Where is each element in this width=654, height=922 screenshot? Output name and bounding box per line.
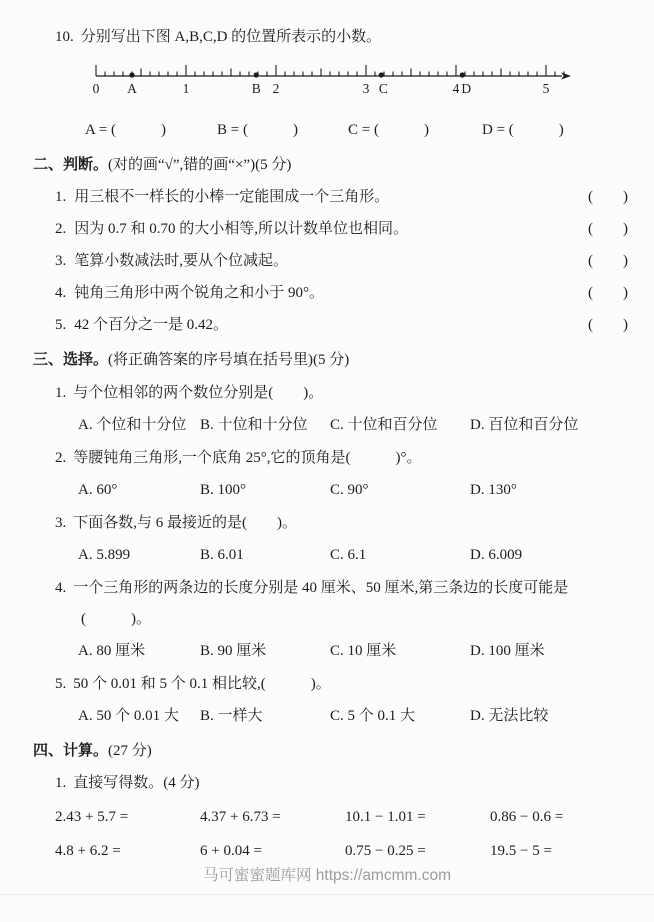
section-4-heading: 四、计算。 [33, 743, 109, 759]
answer-blank-d: D = ( ) [482, 122, 564, 138]
svg-text:1: 1 [182, 81, 190, 96]
answer-blanks-row [85, 120, 654, 140]
item-text: 用三根不一样长的小棒一定能围成一个三角形。 [74, 189, 390, 205]
item-answer-blank: ( ) [588, 189, 628, 205]
footer-watermark: 马可蜜蜜题库网 https://amcmm.com [202, 867, 452, 884]
svg-text:A: A [127, 81, 137, 96]
svg-text:3: 3 [362, 81, 370, 96]
answer-blank-c: C = ( ) [348, 122, 429, 138]
section-3-heading: 三、选择。 [33, 352, 109, 368]
calc-expression: 4.37 + 6.73 = [200, 809, 281, 825]
item-answer-blank: ( ) [588, 221, 628, 237]
option-c: C. 90° [330, 482, 369, 498]
option-c: C. 十位和百分位 [330, 417, 438, 433]
item-number: 2. [55, 450, 67, 466]
judge-item-5 [55, 315, 628, 335]
item-text: 50 个 0.01 和 5 个 0.1 相比较,( )。 [73, 676, 331, 692]
item-number: 5. [55, 317, 67, 333]
svg-text:2: 2 [272, 81, 280, 96]
section-2-note: (对的画“√”,错的画“×”)(5 分) [108, 157, 292, 173]
section-3-title [33, 350, 628, 370]
choice-item-3-stem [55, 513, 628, 533]
option-a: A. 60° [78, 482, 118, 498]
question-10-number: 10. [55, 29, 74, 45]
option-a: A. 80 厘米 [78, 643, 146, 659]
item-text: 下面各数,与 6 最接近的是( )。 [73, 515, 297, 531]
svg-text:0: 0 [92, 81, 100, 96]
judge-item-3 [55, 251, 628, 271]
option-b: B. 90 厘米 [200, 643, 267, 659]
choice-item-5-stem [55, 674, 628, 694]
item-answer-blank: ( ) [588, 285, 628, 301]
section-2-title [33, 155, 628, 175]
item-text: 笔算小数减法时,要从个位减起。 [74, 253, 289, 269]
calc-expression: 6 + 0.04 = [200, 843, 262, 859]
svg-text:C: C [378, 81, 388, 96]
option-d: D. 无法比较 [470, 708, 549, 724]
section-2-heading: 二、判断。 [33, 157, 109, 173]
choice-item-1-stem [55, 383, 628, 403]
item-text: 直接写得数。(4 分) [73, 775, 200, 791]
choice-item-1-options [78, 415, 644, 435]
option-b: B. 6.01 [200, 547, 244, 563]
item-number: 4. [55, 580, 67, 596]
calc-expression: 0.86 − 0.6 = [490, 809, 564, 825]
item-text: 等腰钝角三角形,一个底角 25°,它的顶角是( )°。 [73, 450, 422, 466]
judge-item-2 [55, 219, 628, 239]
option-b: B. 一样大 [200, 708, 263, 724]
svg-text:B: B [251, 81, 261, 96]
judge-item-1 [55, 187, 628, 207]
choice-item-5-options [78, 706, 644, 726]
item-answer-blank: ( ) [588, 253, 628, 269]
item-text: 因为 0.7 和 0.70 的大小相等,所以计数单位也相同。 [74, 221, 409, 237]
judge-item-4 [55, 283, 628, 303]
calc-expression: 2.43 + 5.7 = [55, 809, 129, 825]
choice-item-4-options [78, 641, 644, 661]
item-number: 4. [55, 285, 67, 301]
item-text: 一个三角形的两条边的长度分别是 40 厘米、50 厘米,第三条边的长度可能是 [73, 580, 569, 596]
option-c: C. 6.1 [330, 547, 367, 563]
svg-text:5: 5 [542, 81, 550, 96]
number-line [84, 62, 574, 100]
item-number: 5. [55, 676, 67, 692]
calc-row-1 [55, 807, 644, 827]
section-4-note: (27 分) [108, 743, 152, 759]
option-d: D. 130° [470, 482, 517, 498]
option-b: B. 十位和十分位 [200, 417, 308, 433]
calc-expression: 0.75 − 0.25 = [345, 843, 426, 859]
answer-blank-b: B = ( ) [217, 122, 298, 138]
item-text: 钝角三角形中两个锐角之和小于 90°。 [74, 285, 325, 301]
choice-item-3-options [78, 545, 644, 565]
item-number: 1. [55, 189, 67, 205]
item-text: 与个位相邻的两个数位分别是( )。 [73, 385, 324, 401]
option-d: D. 6.009 [470, 547, 523, 563]
choice-item-2-options [78, 480, 644, 500]
calc-expression: 19.5 − 5 = [490, 843, 552, 859]
calc-subsection-title [55, 773, 628, 793]
item-answer-blank: ( ) [588, 317, 628, 333]
option-a: A. 50 个 0.01 大 [78, 708, 179, 724]
answer-blank-a: A = ( ) [85, 122, 166, 138]
option-a: A. 个位和十分位 [78, 417, 187, 433]
svg-text:D: D [461, 81, 472, 96]
item-text: 42 个百分之一是 0.42。 [74, 317, 229, 333]
page-bottom-edge [0, 894, 654, 895]
question-10-text: 分别写出下图 A,B,C,D 的位置所表示的小数。 [80, 29, 382, 45]
calc-row-2 [55, 841, 644, 861]
option-d: D. 100 厘米 [470, 643, 545, 659]
svg-text:4: 4 [452, 81, 460, 96]
choice-item-4-stem [55, 578, 628, 598]
option-b: B. 100° [200, 482, 247, 498]
item-number: 3. [55, 253, 67, 269]
section-3-note: (将正确答案的序号填在括号里)(5 分) [108, 352, 350, 368]
item-number: 3. [55, 515, 67, 531]
item-number: 2. [55, 221, 67, 237]
choice-item-2-stem [55, 448, 628, 468]
option-c: C. 5 个 0.1 大 [330, 708, 416, 724]
calc-expression: 4.8 + 6.2 = [55, 843, 121, 859]
item-number: 1. [55, 775, 67, 791]
number-line-figure [84, 62, 654, 106]
question-10-stem [55, 0, 628, 47]
option-c: C. 10 厘米 [330, 643, 397, 659]
option-a: A. 5.899 [78, 547, 131, 563]
section-4-title [33, 741, 628, 761]
item-number: 1. [55, 385, 67, 401]
choice-item-4-stem-line-2: ( )。 [81, 611, 151, 627]
option-d: D. 百位和百分位 [470, 417, 579, 433]
calc-expression: 10.1 − 1.01 = [345, 809, 426, 825]
